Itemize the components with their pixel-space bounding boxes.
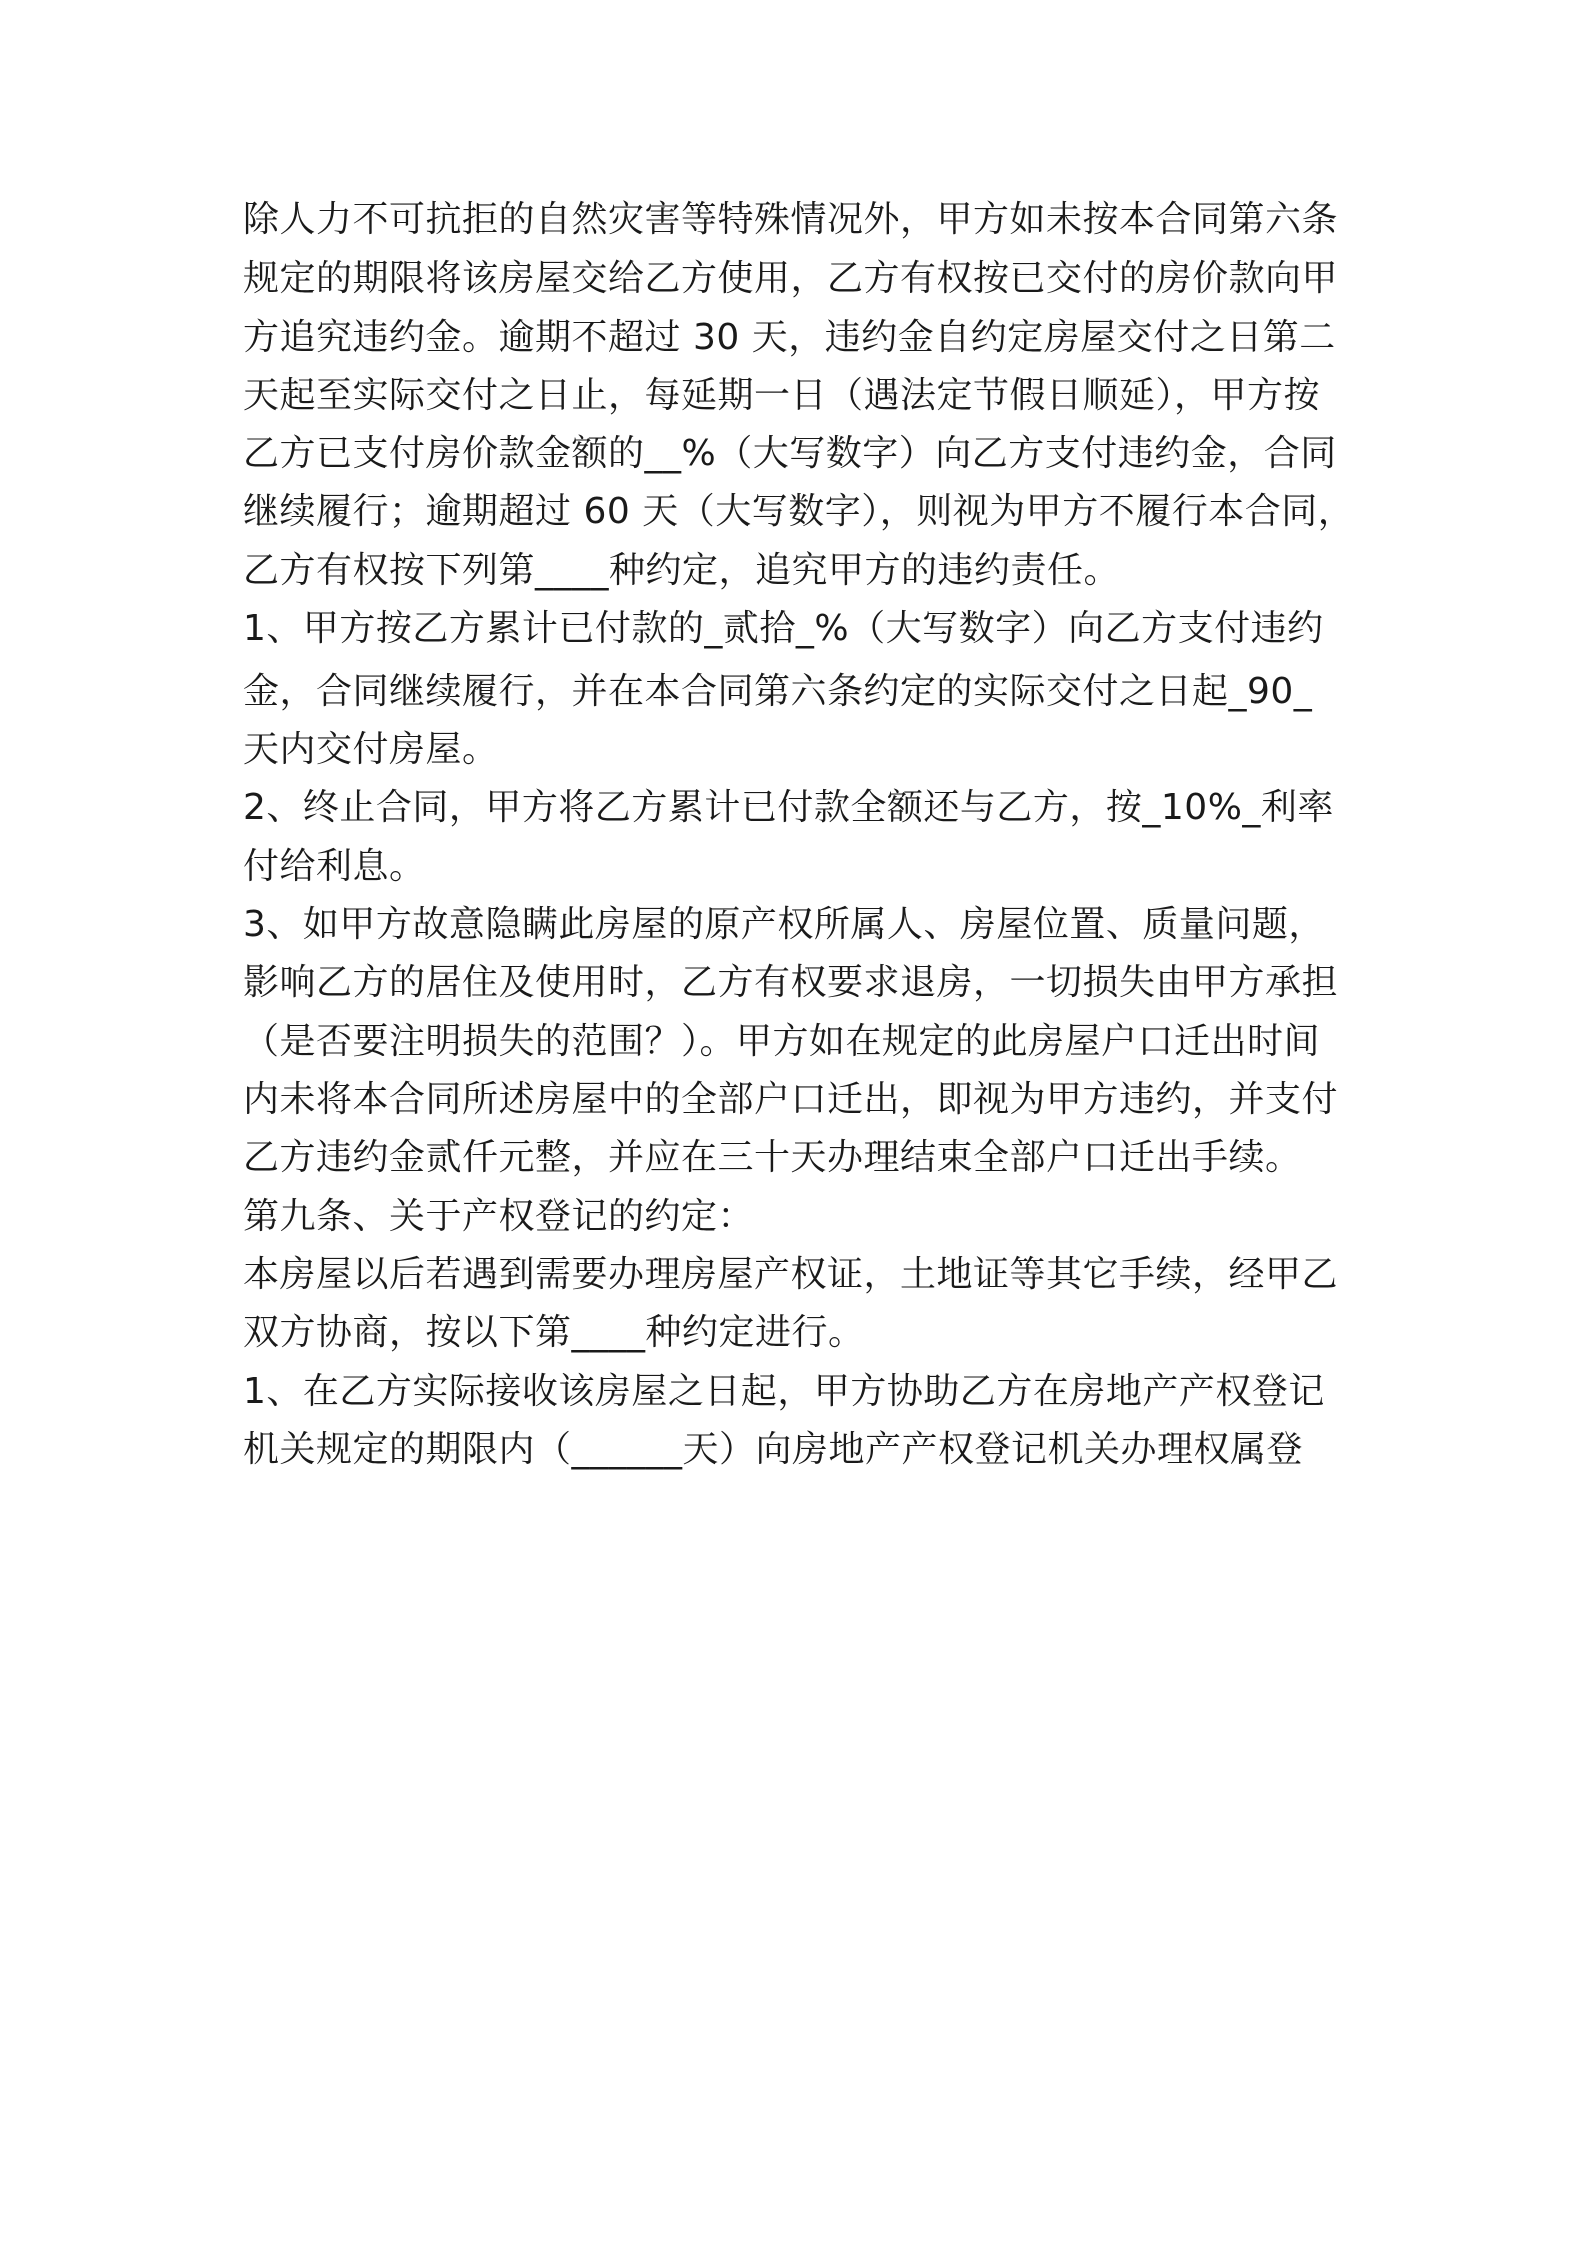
text-line: 除人力不可抗拒的自然灾害等特殊情况外，甲方如未按本合同第六条 xyxy=(243,199,1339,240)
text-line: 方追究违约金。逾期不超过 30 天，违约金自约定房屋交付之日第二 xyxy=(243,317,1336,358)
list-item: 1、在乙方实际接收该房屋之日起，甲方协助乙方在房地产产权登记 xyxy=(243,1371,1325,1412)
list-item: 1、甲方按乙方累计已付款的_贰拾_%（大写数字）向乙方支付违约 xyxy=(243,608,1324,649)
list-item: 3、如甲方故意隐瞒此房屋的原产权所属人、房屋位置、质量问题， xyxy=(243,904,1325,945)
text-line: 乙方有权按下列第____种约定，追究甲方的违约责任。 xyxy=(243,550,1121,591)
text-line: 本房屋以后若遇到需要办理房屋产权证，土地证等其它手续，经甲乙 xyxy=(243,1254,1339,1295)
text-line: 机关规定的期限内（______天）向房地产产权登记机关办理权属登 xyxy=(243,1429,1304,1470)
text-line: 规定的期限将该房屋交给乙方使用，乙方有权按已交付的房价款向甲 xyxy=(243,258,1339,299)
section-heading: 第九条、关于产权登记的约定： xyxy=(243,1196,755,1237)
text-line: 乙方已支付房价款金额的__%（大写数字）向乙方支付违约金，合同 xyxy=(243,433,1337,474)
text-line: 内未将本合同所述房屋中的全部户口迁出，即视为甲方违约，并支付 xyxy=(243,1079,1339,1120)
text-line: 乙方违约金贰仟元整，并应在三十天办理结束全部户口迁出手续。 xyxy=(243,1137,1302,1178)
text-line: 天起至实际交付之日止，每延期一日（遇法定节假日顺延），甲方按 xyxy=(243,375,1321,416)
text-line: 天内交付房屋。 xyxy=(243,729,499,770)
text-line: 双方协商，按以下第____种约定进行。 xyxy=(243,1312,865,1353)
list-item: 2、终止合同，甲方将乙方累计已付款全额还与乙方，按_10%_利率 xyxy=(243,787,1334,828)
text-line: 付给利息。 xyxy=(243,846,426,887)
text-line: 影响乙方的居住及使用时，乙方有权要求退房，一切损失由甲方承担 xyxy=(243,962,1339,1003)
text-line: 金，合同继续履行，并在本合同第六条约定的实际交付之日起_90_ xyxy=(243,671,1313,712)
text-line: （是否要注明损失的范围？）。甲方如在规定的此房屋户口迁出时间 xyxy=(243,1021,1321,1062)
text-line: 继续履行；逾期超过 60 天（大写数字），则视为甲方不履行本合同， xyxy=(243,491,1355,532)
